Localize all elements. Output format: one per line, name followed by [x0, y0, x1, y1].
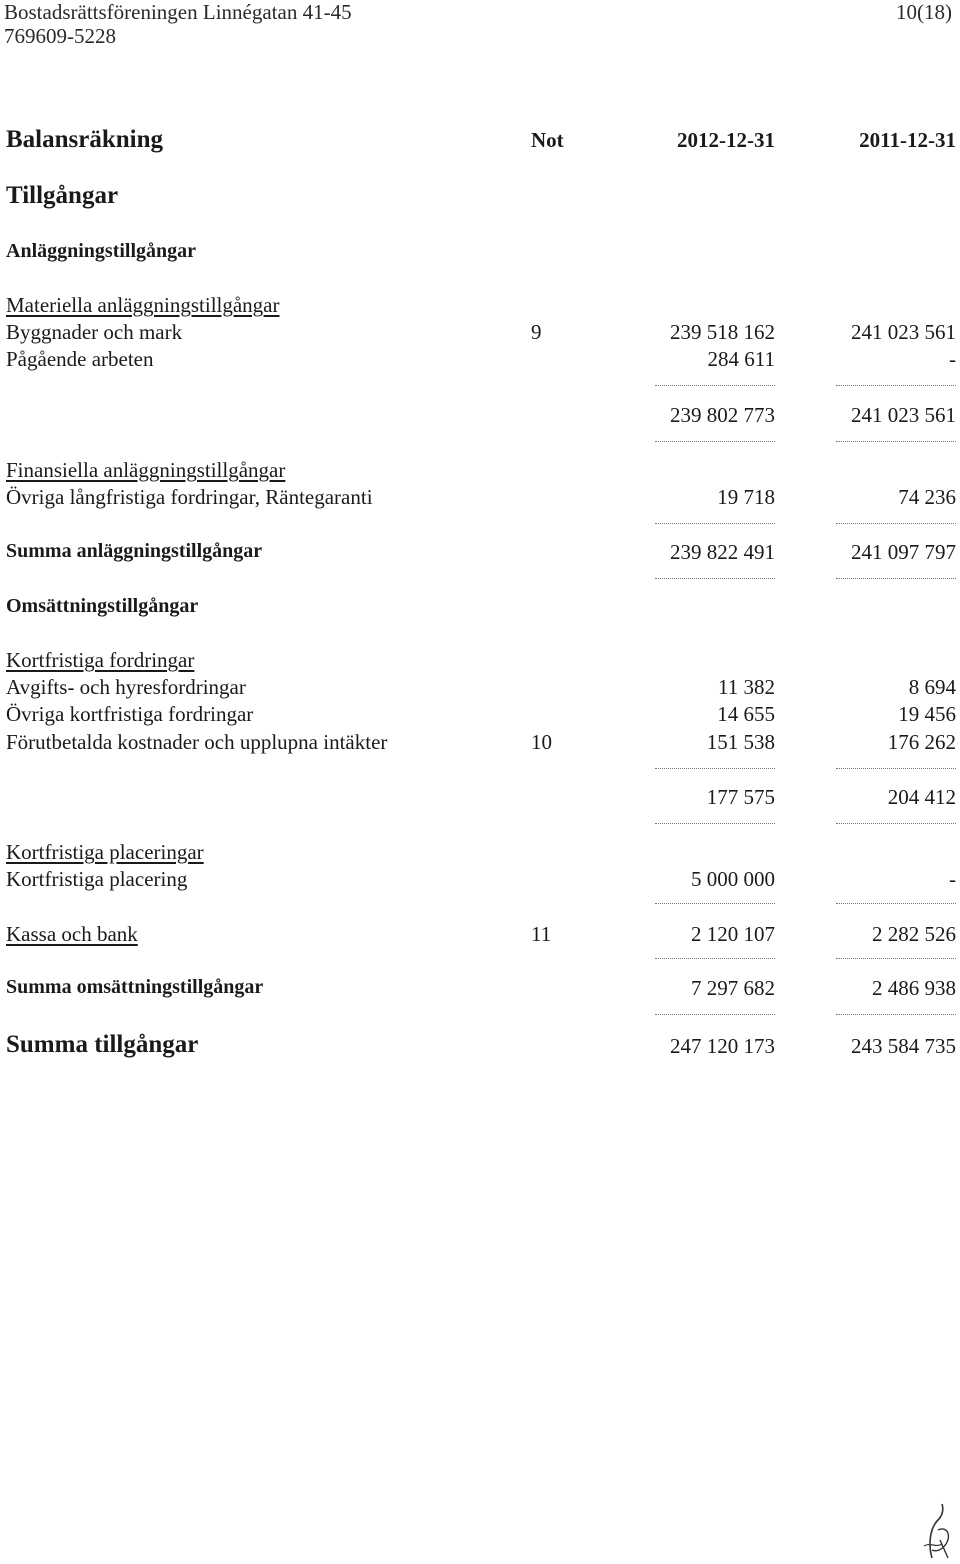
- divider-line: [836, 768, 956, 769]
- divider-line: [836, 385, 956, 386]
- row-label-ovriga-kortfristiga: Övriga kortfristiga fordringar: [6, 702, 254, 726]
- divider-line: [655, 903, 775, 904]
- section-tillgangar: Tillgångar: [6, 182, 119, 209]
- row-note-byggnader: 9: [531, 320, 542, 344]
- row-value-2012-pagaende: 284 611: [707, 347, 775, 371]
- row-value-2012-kassa: 2 120 107: [691, 922, 775, 946]
- row-value-2012-summa-anlaggning: 239 822 491: [670, 540, 775, 564]
- subtotal-2011-materiella: 241 023 561: [851, 403, 956, 427]
- section-anlaggningstillgangar: Anläggningstillgångar: [6, 240, 197, 262]
- row-value-2012-forutbetalda: 151 538: [706, 730, 775, 754]
- page-title: Balansräkning: [6, 126, 164, 153]
- row-label-kassa: Kassa och bank: [6, 922, 138, 946]
- divider-line: [655, 823, 775, 824]
- divider-line: [836, 523, 956, 524]
- heading-finansiella: Finansiella anläggningstillgångar: [6, 458, 286, 482]
- row-value-2012-avgifts: 11 382: [718, 675, 775, 699]
- heading-materiella: Materiella anläggningstillgångar: [6, 293, 280, 317]
- subtotal-2011-fordringar: 204 412: [887, 785, 956, 809]
- divider-line: [836, 958, 956, 959]
- row-value-2011-placering: -: [949, 867, 956, 891]
- row-value-2012-ovriga-langfristiga: 19 718: [717, 485, 775, 509]
- row-label-byggnader: Byggnader och mark: [6, 320, 183, 344]
- row-value-2011-byggnader: 241 023 561: [851, 320, 956, 344]
- page-number: 10(18): [896, 0, 952, 24]
- heading-kortfristiga-placeringar: Kortfristiga placeringar: [6, 840, 204, 864]
- heading-kortfristiga-fordringar: Kortfristiga fordringar: [6, 648, 195, 672]
- note-column-header: Not: [531, 128, 564, 152]
- divider-line: [655, 523, 775, 524]
- row-label-pagaende: Pågående arbeten: [6, 347, 154, 371]
- divider-line: [836, 441, 956, 442]
- org-number: 769609-5228: [4, 24, 116, 48]
- divider-line: [836, 903, 956, 904]
- row-label-avgifts: Avgifts- och hyresfordringar: [6, 675, 246, 699]
- row-value-2011-summa-omsattning: 2 486 938: [872, 976, 956, 1000]
- divider-line: [655, 768, 775, 769]
- row-label-placering: Kortfristiga placering: [6, 867, 188, 891]
- row-label-ovriga-langfristiga: Övriga långfristiga fordringar, Räntegaranti: [6, 485, 373, 509]
- column-header-2012: 2012-12-31: [677, 128, 775, 152]
- row-note-forutbetalda: 10: [531, 730, 552, 754]
- row-label-summa-anlaggning: Summa anläggningstillgångar: [6, 540, 263, 562]
- row-value-2011-summa-tillgangar: 243 584 735: [851, 1034, 956, 1058]
- divider-line: [836, 823, 956, 824]
- row-value-2011-pagaende: -: [949, 347, 956, 371]
- row-label-summa-omsattning: Summa omsättningstillgångar: [6, 976, 264, 998]
- row-value-2011-summa-anlaggning: 241 097 797: [851, 540, 956, 564]
- subtotal-2012-materiella: 239 802 773: [670, 403, 775, 427]
- row-value-2012-placering: 5 000 000: [691, 867, 775, 891]
- row-value-2011-ovriga-kortfristiga: 19 456: [898, 702, 956, 726]
- row-note-kassa: 11: [531, 922, 552, 946]
- divider-line: [655, 441, 775, 442]
- row-value-2011-ovriga-langfristiga: 74 236: [898, 485, 956, 509]
- row-label-summa-tillgangar: Summa tillgångar: [6, 1031, 199, 1058]
- divider-line: [655, 578, 775, 579]
- section-omsattningstillgangar: Omsättningstillgångar: [6, 595, 199, 617]
- row-value-2011-avgifts: 8 694: [908, 675, 956, 699]
- row-value-2012-byggnader: 239 518 162: [670, 320, 775, 344]
- row-value-2012-summa-tillgangar: 247 120 173: [670, 1034, 775, 1058]
- row-value-2012-ovriga-kortfristiga: 14 655: [717, 702, 775, 726]
- divider-line: [655, 958, 775, 959]
- org-name: Bostadsrättsföreningen Linnégatan 41-45: [4, 0, 352, 24]
- signature-initials: [918, 1500, 958, 1562]
- divider-line: [655, 385, 775, 386]
- row-value-2011-forutbetalda: 176 262: [887, 730, 956, 754]
- column-header-2011: 2011-12-31: [859, 128, 956, 152]
- row-value-2012-summa-omsattning: 7 297 682: [691, 976, 775, 1000]
- subtotal-2012-fordringar: 177 575: [706, 785, 775, 809]
- divider-line: [836, 578, 956, 579]
- divider-line: [836, 1014, 956, 1015]
- row-label-forutbetalda: Förutbetalda kostnader och upplupna intäkter: [6, 730, 388, 754]
- divider-line: [655, 1014, 775, 1015]
- row-value-2011-kassa: 2 282 526: [872, 922, 956, 946]
